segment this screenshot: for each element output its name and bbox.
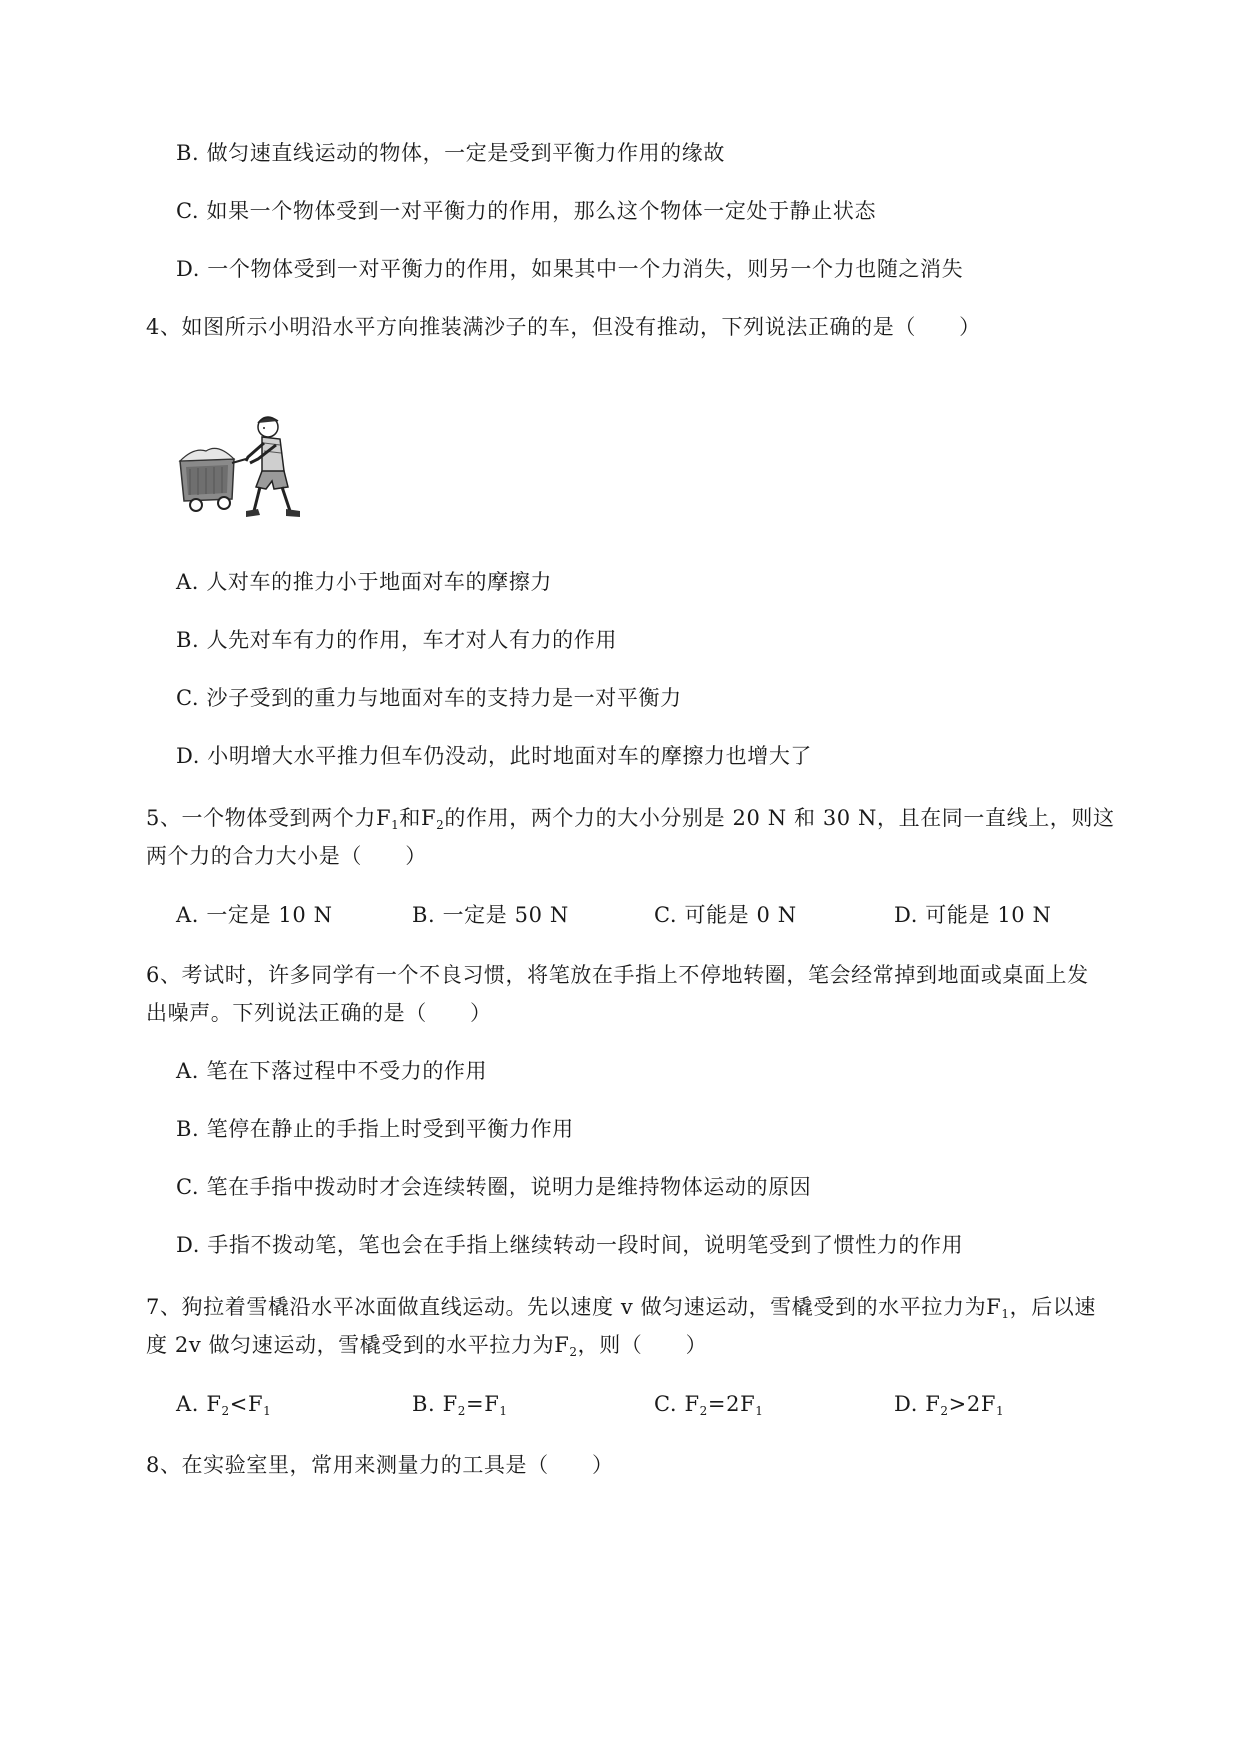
q5-option-b: B. 一定是 50 N (412, 903, 569, 927)
q5-f2-symbol: F (421, 806, 437, 830)
q7-f1-subscript: 1 (1001, 1307, 1010, 1321)
q7-option-b-label: B. (412, 1392, 436, 1416)
q7-option-b-f2-sub: 2 (457, 1404, 467, 1418)
q3-option-c: C. 如果一个物体受到一对平衡力的作用，那么这个物体一定处于静止状态 (176, 199, 877, 223)
q5-f2-subscript: 2 (436, 818, 445, 832)
q5-option-d: D. 可能是 10 N (894, 903, 1052, 927)
q7-option-d-f1-sub: 1 (996, 1404, 1005, 1418)
q7-option-c-f2: F (684, 1392, 700, 1416)
boy-pushing-cart-illustration (176, 413, 326, 525)
q6-stem-line-2: 出噪声。下列说法正确的是（ ） (146, 1001, 492, 1025)
q7-option-c-2f1: 2F (726, 1392, 756, 1416)
q3-option-b: B. 做匀速直线运动的物体，一定是受到平衡力作用的缘故 (176, 141, 725, 165)
q5-stem-part-a: 5、一个物体受到两个力 (146, 806, 376, 830)
q4-option-b: B. 人先对车有力的作用，车才对人有力的作用 (176, 628, 617, 652)
q7-option-a-op: < (229, 1392, 248, 1416)
q5-option-a: A. 一定是 10 N (176, 903, 333, 927)
q4-option-d: D. 小明增大水平推力但车仍没动，此时地面对车的摩擦力也增大了 (176, 744, 813, 768)
q7-option-b-f1-sub: 1 (499, 1404, 508, 1418)
q7-option-a-f2-sub: 2 (221, 1404, 230, 1418)
q6-option-c: C. 笔在手指中拨动时才会连续转圈，说明力是维持物体运动的原因 (176, 1175, 812, 1199)
q4-stem: 4、如图所示小明沿水平方向推装满沙子的车，但没有推动，下列说法正确的是（ ） (146, 315, 981, 339)
q5-options-row (176, 900, 1176, 930)
q7-stem-part-c: 度 2v 做匀速运动，雪橇受到的水平拉力为 (146, 1333, 555, 1357)
q5-option-c: C. 可能是 0 N (654, 903, 797, 927)
q7-option-a-f1: F (247, 1392, 264, 1416)
q4-option-c: C. 沙子受到的重力与地面对车的支持力是一对平衡力 (176, 686, 682, 710)
q7-option-c (654, 1389, 764, 1426)
q7-f2-symbol: F (554, 1333, 570, 1357)
q6-option-d: D. 手指不拨动笔，笔也会在手指上继续转动一段时间，说明笔受到了惯性力的作用 (176, 1233, 964, 1257)
q7-option-d-f2: F (925, 1392, 941, 1416)
q7-option-a-f2: F (206, 1392, 222, 1416)
q6-option-a: A. 笔在下落过程中不受力的作用 (176, 1059, 488, 1083)
boy-pushing-cart-icon (176, 413, 326, 525)
q6-option-b: B. 笔停在静止的手指上时受到平衡力作用 (176, 1117, 574, 1141)
q5-stem-line-1 (146, 803, 1115, 840)
q7-stem-part-a: 7、狗拉着雪橇沿水平冰面做直线运动。先以速度 v 做匀速运动，雪橇受到的水平拉力为 (146, 1295, 987, 1319)
q7-option-b-f2: F (442, 1392, 458, 1416)
q7-option-b-op: = (466, 1392, 485, 1416)
q7-option-d-2f1: 2F (966, 1392, 997, 1416)
q7-f2-subscript: 2 (569, 1345, 578, 1359)
q7-option-d-label: D. (894, 1392, 918, 1416)
q7-option-a (176, 1389, 271, 1426)
q7-option-d-f2-sub: 2 (940, 1404, 949, 1418)
q5-f1-symbol: F (375, 806, 392, 830)
q6-stem-line-1: 6、考试时，许多同学有一个不良习惯，将笔放在手指上不停地转圈，笔会经常掉到地面或桌面上发 (146, 963, 1089, 987)
q7-stem-part-d: ，则（ ） (577, 1333, 708, 1357)
q5-and: 和 (399, 806, 421, 830)
q7-option-c-label: C. (654, 1392, 678, 1416)
q7-option-d-op: > (948, 1392, 967, 1416)
q8-stem: 8、在实验室里，常用来测量力的工具是（ ） (146, 1453, 614, 1477)
q7-option-c-op: = (707, 1392, 727, 1416)
q3-option-d: D. 一个物体受到一对平衡力的作用，如果其中一个力消失，则另一个力也随之消失 (176, 257, 964, 281)
q7-f1-symbol: F (986, 1295, 1002, 1319)
q7-option-c-f2-sub: 2 (699, 1404, 708, 1418)
q7-stem-part-b: ，后以速 (1009, 1295, 1096, 1319)
q5-stem-line-2: 两个力的合力大小是（ ） (146, 844, 427, 868)
q5-stem-part-b: 的作用，两个力的大小分别是 20 N 和 30 N，且在同一直线上，则这 (444, 806, 1115, 830)
q7-stem-line-2 (146, 1330, 707, 1367)
q5-f1-subscript: 1 (391, 818, 400, 832)
q7-option-a-label: A. (176, 1392, 200, 1416)
q7-option-b (412, 1389, 508, 1426)
q7-option-b-f1: F (484, 1392, 500, 1416)
q7-option-d (894, 1389, 1004, 1426)
q7-stem-line-1 (146, 1292, 1096, 1329)
q7-options-row (176, 1389, 1176, 1419)
q7-option-c-f1-sub: 1 (755, 1404, 764, 1418)
q4-option-a: A. 人对车的推力小于地面对车的摩擦力 (176, 570, 552, 594)
q7-option-a-f1-sub: 1 (263, 1404, 272, 1418)
